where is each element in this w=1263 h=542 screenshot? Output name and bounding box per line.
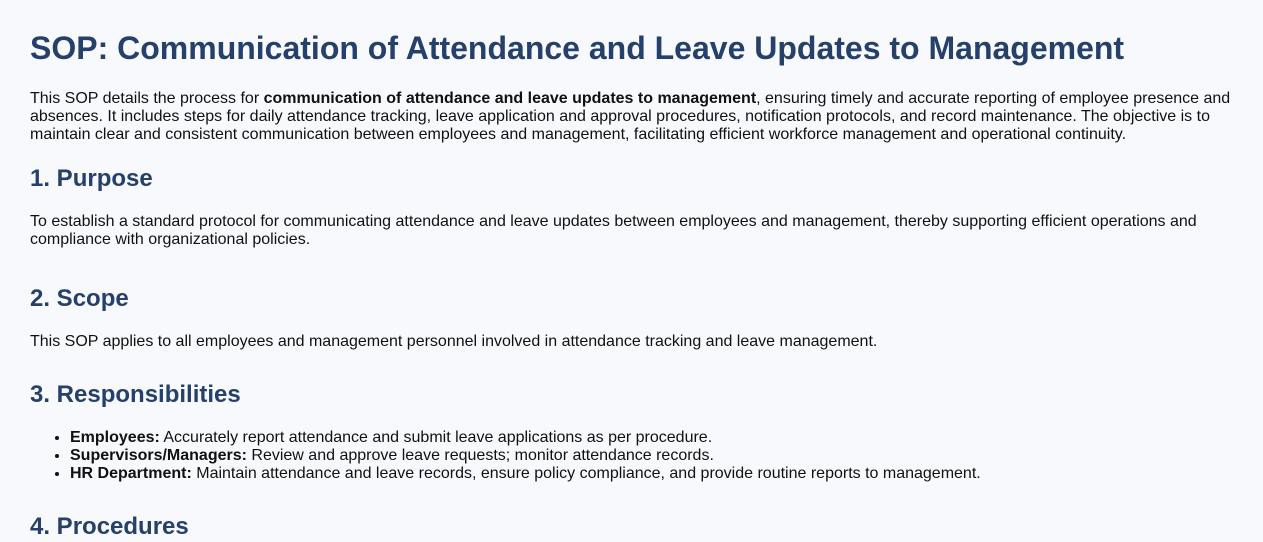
section-heading-procedures: 4. Procedures xyxy=(30,513,189,540)
responsibility-text: Accurately report attendance and submit leave applications as per procedure. xyxy=(159,429,713,446)
responsibility-text: Review and approve leave requests; monitor attendance records. xyxy=(246,447,714,464)
intro-text-end: , ensuring timely and accurate reporting of employee presence and absences. It includes steps for daily attendance tracking, leave application and approval procedures, notification protocols, and record maintenance. The objective is to maintain clear and consistent communication between employees and management, facilitating efficient workforce management and operational continuity. xyxy=(30,90,1231,143)
responsibility-text: Maintain attendance and leave records, ensure policy compliance, and provide routine reports to management. xyxy=(191,465,981,482)
page-title: SOP: Communication of Attendance and Leave Updates to Management xyxy=(30,30,1125,66)
section-scope xyxy=(30,284,1233,351)
responsibility-role: HR Department: xyxy=(70,465,192,482)
list-item xyxy=(70,465,1233,483)
section-responsibilities xyxy=(30,380,1233,483)
section-purpose xyxy=(30,164,1233,249)
responsibilities-list xyxy=(30,429,1233,483)
list-item xyxy=(70,447,1233,465)
section-heading-purpose: 1. Purpose xyxy=(30,165,153,192)
responsibility-role: Employees: xyxy=(70,429,160,446)
scope-text: This SOP applies to all employees and management personnel involved in attendance tracking and leave management. xyxy=(30,333,878,350)
responsibility-role: Supervisors/Managers: xyxy=(70,447,247,464)
section-procedures xyxy=(30,512,1233,542)
purpose-text: To establish a standard protocol for communicating attendance and leave updates between employees and management, thereby supporting efficient operations and compliance with organizational policies. xyxy=(30,213,1197,248)
intro-paragraph xyxy=(30,90,1233,144)
intro-text-start: This SOP details the process for xyxy=(30,90,264,107)
section-heading-responsibilities: 3. Responsibilities xyxy=(30,381,241,408)
section-heading-scope: 2. Scope xyxy=(30,285,129,312)
list-item xyxy=(70,429,1233,447)
intro-bold-phrase: communication of attendance and leave updates to management xyxy=(263,90,757,107)
